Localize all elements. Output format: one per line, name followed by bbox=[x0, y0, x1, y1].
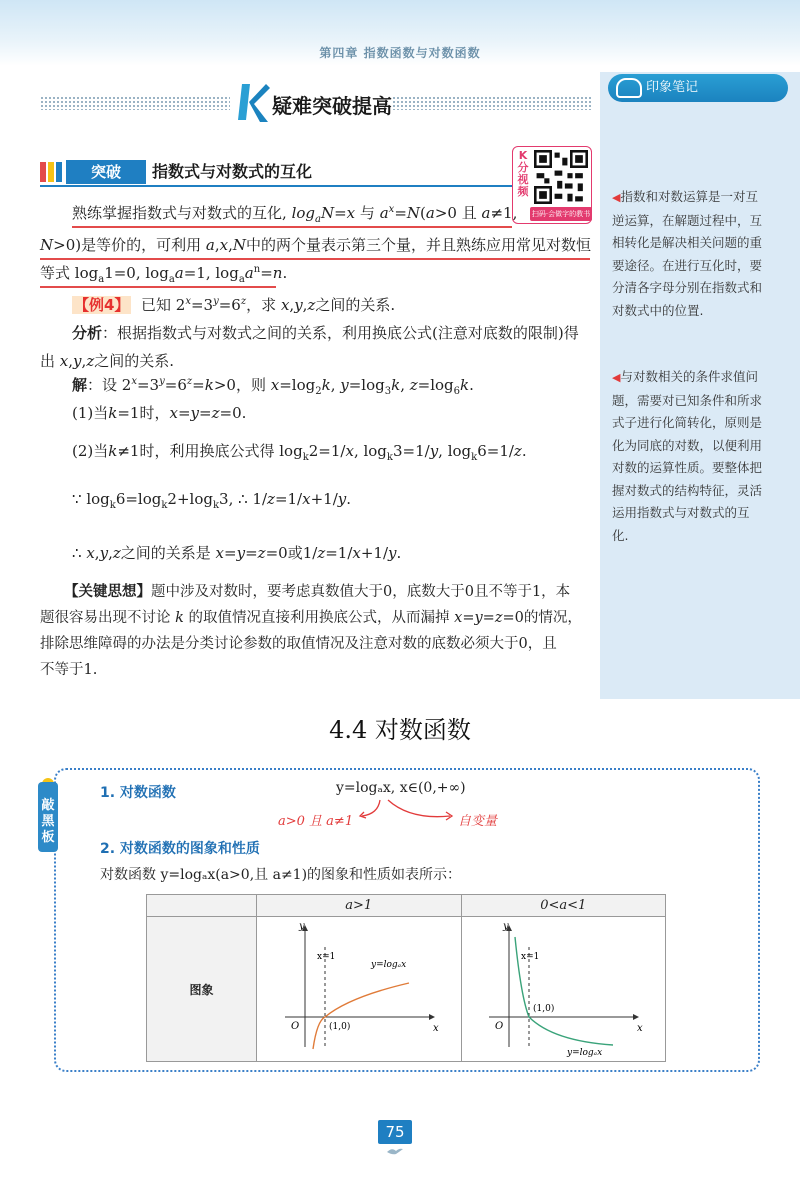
analysis-line-2: 出 x,y,z之间的关系. bbox=[40, 352, 174, 370]
section-bars-icon bbox=[40, 162, 62, 182]
board-intro: 对数函数 y=logₐx(a>0,且 a≠1)的图象和性质如表所示： bbox=[100, 867, 462, 883]
axis-y-label: y bbox=[298, 921, 305, 932]
case-1-line: (1)当k=1时，x=y=z=0. bbox=[72, 404, 247, 422]
example-line: 【例4】 已知 $2^x=3^y=6^z$，求 x,y,z之间的关系. bbox=[74, 296, 396, 314]
table-header-a-gt-1: a>1 bbox=[257, 895, 462, 917]
graph-log-increasing bbox=[259, 917, 459, 1057]
triangle-icon: ◀ bbox=[612, 191, 621, 204]
qr-code-icon[interactable] bbox=[534, 150, 588, 204]
asymptote-label: x=1 bbox=[521, 952, 540, 962]
case-2-line: (2)当k≠1时，利用换底公式得 $\log_k2=1/x$, $\log_k3=1/y$, $\log_k6=1/z$. bbox=[72, 442, 527, 463]
table-row-label: 图象 bbox=[147, 917, 257, 1062]
handwritten-base-condition: a>0 且 a≠1 bbox=[278, 814, 354, 829]
board-heading-1: 1. 对数函数 bbox=[100, 785, 176, 801]
asymptote-label: x=1 bbox=[316, 952, 336, 962]
section-label: 突破 bbox=[66, 160, 146, 184]
notebook-icon bbox=[616, 78, 642, 98]
analysis-line-1: 分析：根据指数式与对数式之间的关系，利用换底公式(注意对底数的限制)得 bbox=[72, 324, 579, 342]
paragraph-line-3: 等式 $\log_a1=0$, $\log_aa=1$, $\log_aa^n=n$. bbox=[40, 264, 288, 285]
paragraph-line-2: N>0)是等价的，可利用 a,x,N中的两个量表示第三个量，并且熟练应用常见对数恒 bbox=[40, 236, 592, 254]
handwritten-variable-note: 自变量 bbox=[458, 814, 498, 829]
qr-side-text: K分视频 bbox=[517, 149, 529, 198]
point-label: (1,0) bbox=[328, 1022, 351, 1032]
chapter-header: 第四章 指数函数与对数函数 bbox=[319, 46, 481, 60]
curve-label: y=logₐx bbox=[567, 1048, 603, 1057]
key-idea-line-3: 排除思维障碍的办法是分类讨论参数的取值情况及注意对数的底数必须大于0，且 bbox=[40, 636, 557, 652]
key-idea-line-4: 不等于1. bbox=[40, 662, 98, 678]
origin-label: O bbox=[290, 1021, 299, 1032]
paragraph-line-1: 熟练掌握指数式与对数式的互化, $\log_aN=x$ 与 $a^x=N(a>0$ 且 a≠1, bbox=[72, 204, 518, 225]
since-line: ∵ $\log_k6=\log_k2+\log_k3$, ∴ 1/z=1/x+1/y. bbox=[72, 490, 352, 511]
axis-x-label: x bbox=[432, 1023, 439, 1034]
curve-label: y=logₐx bbox=[370, 960, 406, 970]
title-divider-left bbox=[40, 96, 230, 110]
k-logo-icon bbox=[236, 80, 270, 126]
qr-caption: 扫码·会做字的教书匠 bbox=[530, 207, 592, 221]
example-label: 【例4】 bbox=[74, 296, 130, 314]
board-formula: y=logₐx, x∈(0,+∞) bbox=[336, 780, 466, 796]
table-corner bbox=[147, 895, 257, 917]
therefore-line: ∴ x,y,z之间的关系是 x=y=z=0或1/z=1/x+1/y. bbox=[72, 544, 402, 562]
axis-y-label: y bbox=[503, 921, 509, 932]
underline bbox=[72, 226, 512, 228]
title-divider-right bbox=[392, 96, 592, 110]
board-tab: 敲黑板 bbox=[38, 782, 58, 852]
sidebar-note-1: ◀指数和对数运算是一对互逆运算，在解题过程中，互相转化是解决相关问题的重要途径。在进行互化时，要分清各字母分别在指数式和对数式中的位置. bbox=[612, 189, 763, 318]
graph-cell-decreasing bbox=[461, 917, 666, 1062]
section-underline bbox=[40, 185, 520, 187]
triangle-icon: ◀ bbox=[612, 371, 621, 384]
bird-ornament-icon bbox=[386, 1146, 404, 1156]
origin-label: O bbox=[495, 1021, 504, 1032]
page-number: 75 bbox=[378, 1120, 412, 1144]
key-idea-line-2: 题很容易出现不讨论 k 的取值情况直接利用换底公式，从而漏掉 x=y=z=0的情况， bbox=[40, 610, 582, 626]
point-label: (1,0) bbox=[533, 1004, 555, 1014]
board-heading-2: 2. 对数函数的图象和性质 bbox=[100, 841, 260, 857]
properties-table bbox=[146, 894, 666, 1062]
solution-line: 解：设 $2^x=3^y=6^z=k>0$，则 $x=\log_2k$, $y=\log_3k$, $z=\log_6k$. bbox=[72, 376, 474, 397]
section-4-4-title: 4.4 对数函数 bbox=[329, 716, 471, 744]
sidebar-header: 印象笔记 bbox=[608, 74, 788, 102]
key-idea-line-1: 【关键思想】题中涉及对数时，要考虑真数值大于0，底数大于0且不等于1，本 bbox=[64, 584, 571, 600]
underline bbox=[40, 286, 276, 288]
page-title: 疑难突破提高 bbox=[272, 94, 392, 118]
sidebar-note-2: ◀与对数相关的条件求值问题，需要对已知条件和所求式子进行化简转化，原则是化为同底的对数，以便利用对数的运算性质。要整体把握对数式的结构特征，灵活运用指数式与对数式的互化. bbox=[612, 369, 763, 543]
underline bbox=[40, 258, 590, 260]
graph-cell-increasing bbox=[257, 917, 462, 1062]
axis-x-label: x bbox=[637, 1023, 643, 1034]
graph-log-decreasing bbox=[463, 917, 663, 1057]
section-title: 指数式与对数式的互化 bbox=[152, 162, 313, 181]
table-header-a-lt-1: 0<a<1 bbox=[461, 895, 666, 917]
